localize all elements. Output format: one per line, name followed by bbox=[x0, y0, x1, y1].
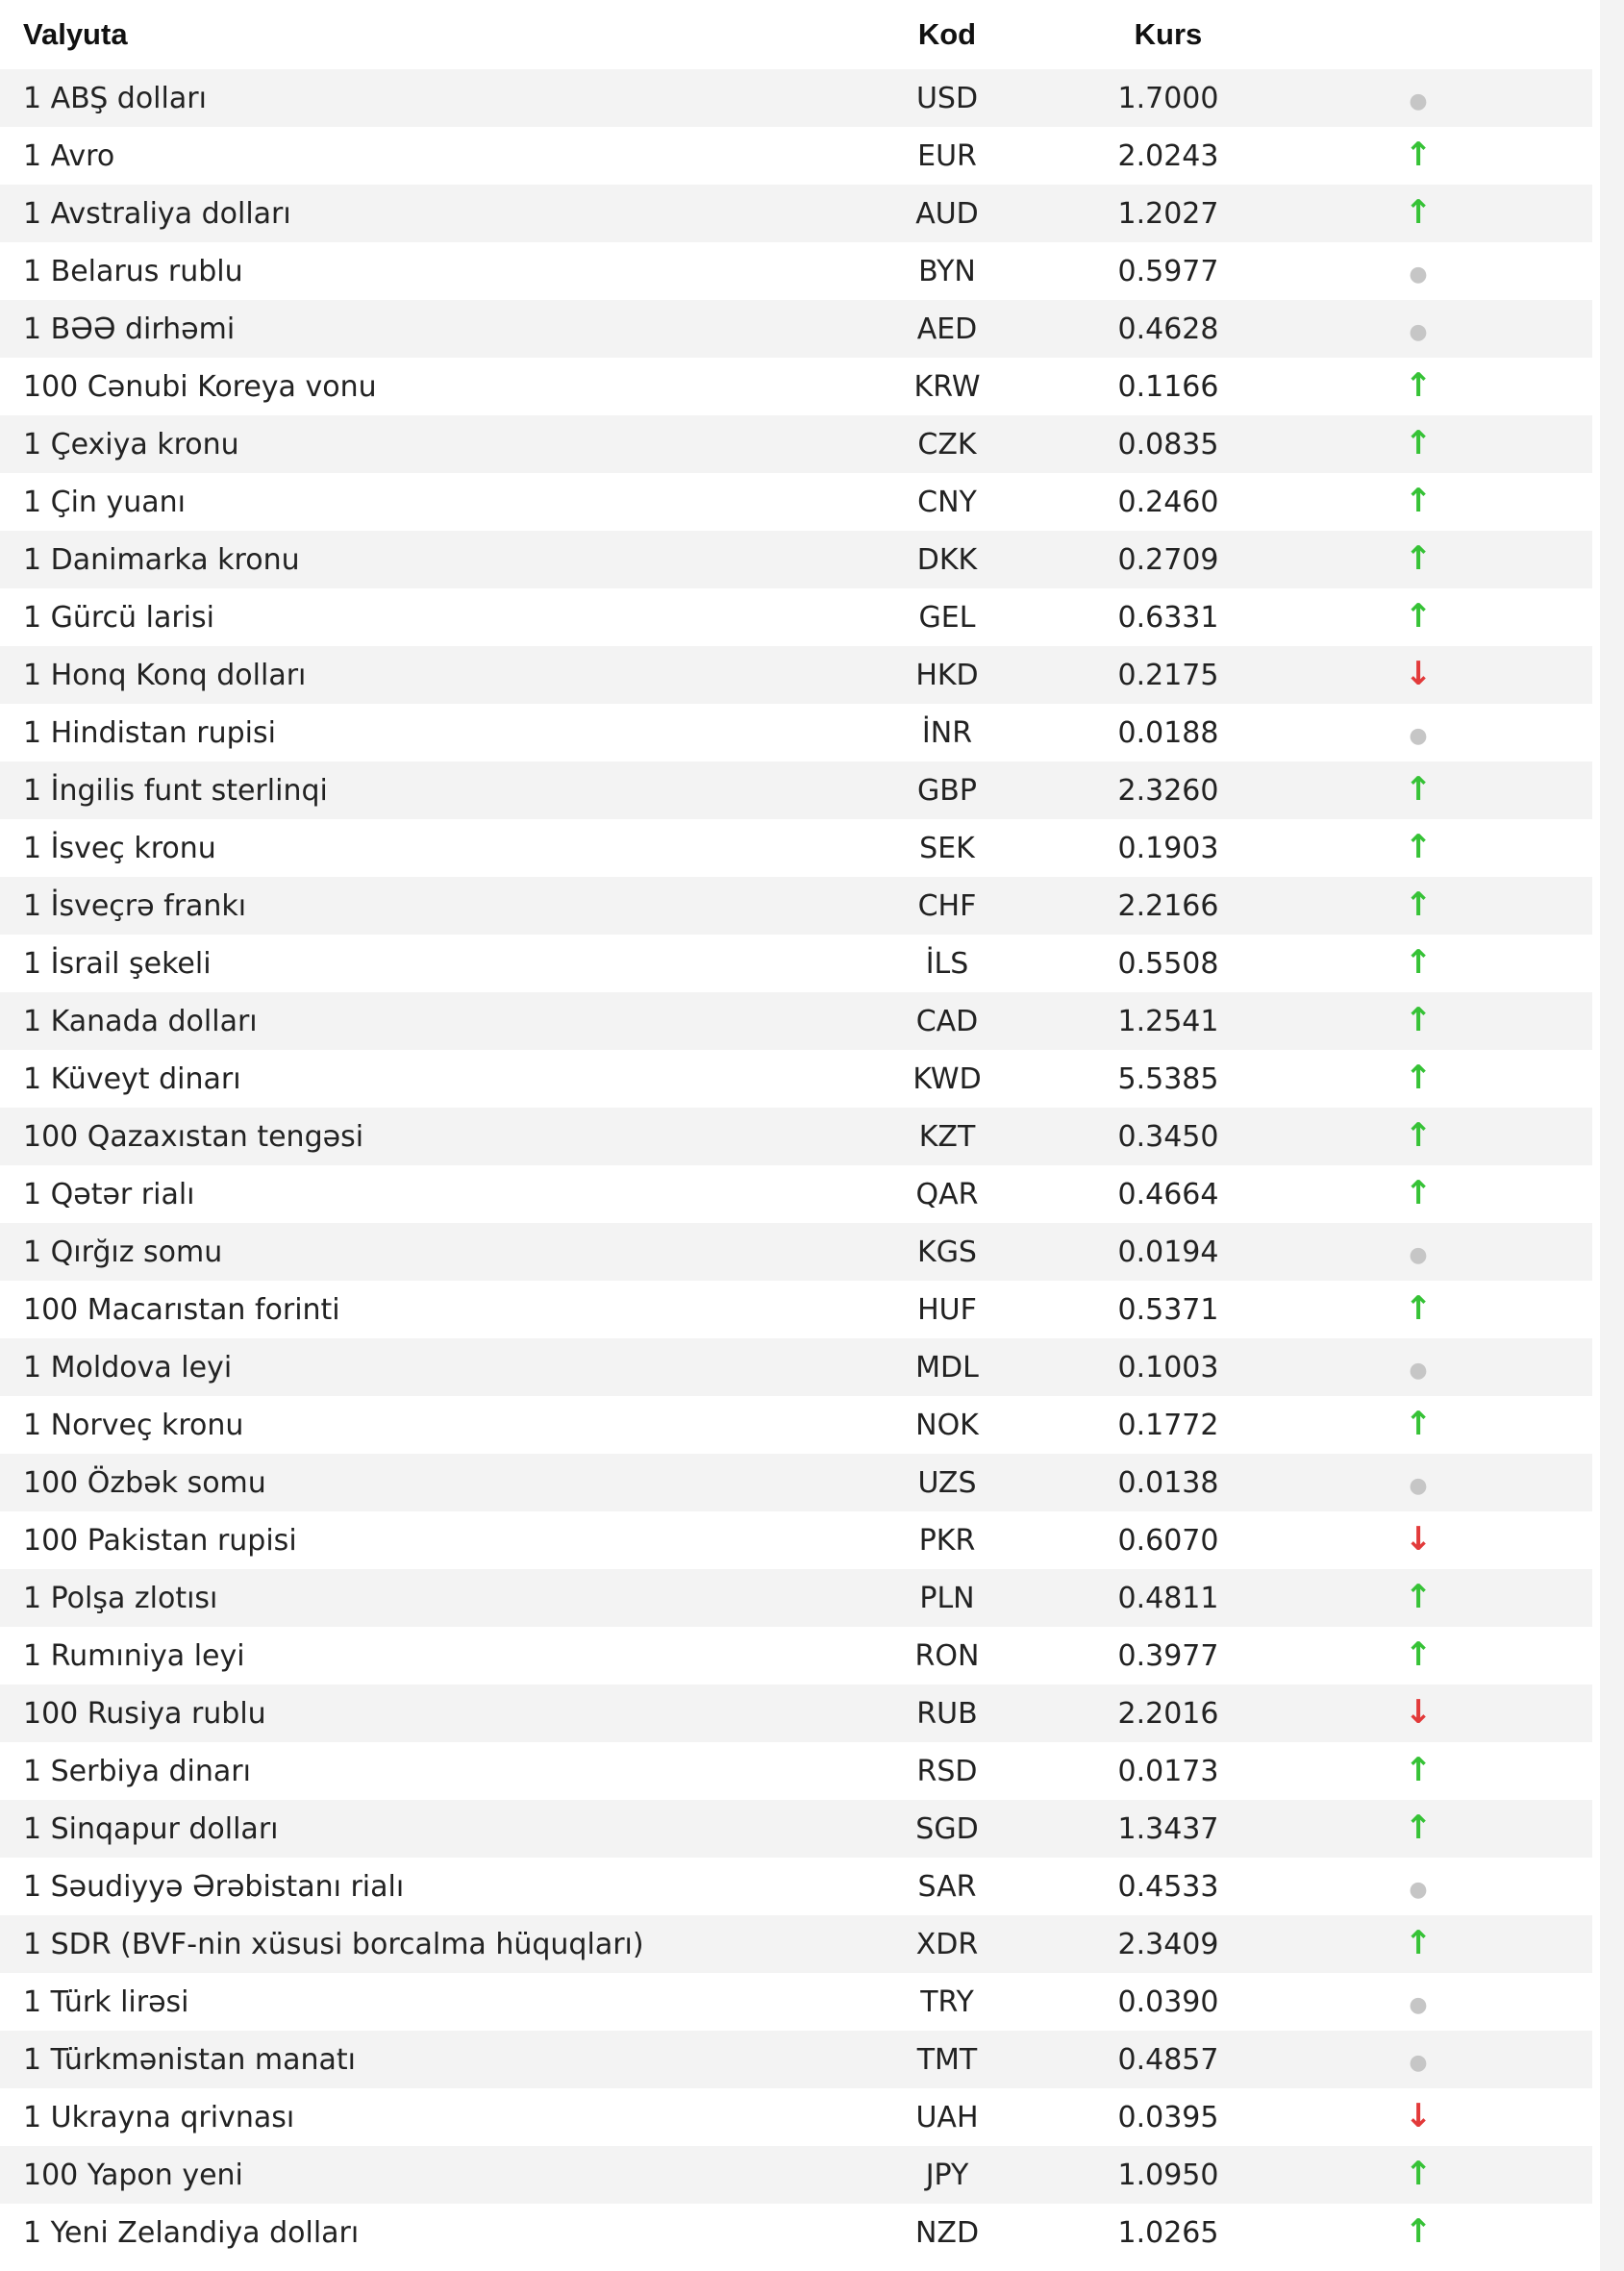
exchange-rate: 0.1003 bbox=[1029, 1338, 1308, 1396]
currency-name: 1 Moldova leyi bbox=[0, 1338, 865, 1396]
table-row bbox=[0, 127, 1592, 185]
trend-cell bbox=[1308, 1511, 1592, 1569]
table-row bbox=[0, 2146, 1592, 2204]
trend-cell bbox=[1308, 1858, 1592, 1915]
arrow-up-icon: ↑ bbox=[1404, 943, 1433, 982]
arrow-up-icon: ↑ bbox=[1404, 193, 1433, 232]
arrow-up-icon: ↑ bbox=[1404, 1289, 1433, 1328]
exchange-rate: 0.5977 bbox=[1029, 242, 1308, 300]
arrow-up-icon: ↑ bbox=[1404, 828, 1433, 866]
arrow-down-icon: ↓ bbox=[1404, 1520, 1433, 1559]
trend-cell bbox=[1308, 415, 1592, 473]
trend-cell bbox=[1308, 1454, 1592, 1511]
column-header-rate: Kurs bbox=[1134, 17, 1203, 51]
table-row bbox=[0, 1396, 1592, 1454]
currency-name: 1 Türkmənistan manatı bbox=[0, 2031, 865, 2088]
trend-cell bbox=[1308, 300, 1592, 358]
currency-code: CHF bbox=[865, 877, 1029, 935]
currency-name: 1 Türk lirəsi bbox=[0, 1973, 865, 2031]
arrow-up-icon: ↑ bbox=[1404, 136, 1433, 174]
currency-code: NOK bbox=[865, 1396, 1029, 1454]
currency-name: 1 Avstraliya dolları bbox=[0, 185, 865, 242]
currency-code: GEL bbox=[865, 588, 1029, 646]
exchange-rate: 0.3450 bbox=[1029, 1108, 1308, 1165]
arrow-up-icon: ↑ bbox=[1404, 2155, 1433, 2193]
exchange-rate: 5.5385 bbox=[1029, 1050, 1308, 1108]
table-row bbox=[0, 358, 1592, 415]
arrow-down-icon: ↓ bbox=[1404, 655, 1433, 693]
currency-code: HUF bbox=[865, 1281, 1029, 1338]
exchange-rate: 0.2460 bbox=[1029, 473, 1308, 531]
column-header-trend bbox=[1308, 0, 1592, 69]
trend-cell bbox=[1308, 358, 1592, 415]
trend-cell bbox=[1308, 531, 1592, 588]
currency-name: 1 Honq Konq dolları bbox=[0, 646, 865, 704]
table-row bbox=[0, 1338, 1592, 1396]
arrow-up-icon: ↑ bbox=[1404, 597, 1433, 636]
currency-code: RSD bbox=[865, 1742, 1029, 1800]
currency-code: NZD bbox=[865, 2204, 1029, 2261]
currency-name: 1 Sinqapur dolları bbox=[0, 1800, 865, 1858]
trend-cell bbox=[1308, 877, 1592, 935]
exchange-rate: 2.3409 bbox=[1029, 1915, 1308, 1973]
exchange-rate: 0.6070 bbox=[1029, 1511, 1308, 1569]
column-header-code: Kod bbox=[917, 17, 977, 51]
trend-cell bbox=[1308, 1223, 1592, 1281]
currency-code: USD bbox=[865, 69, 1029, 127]
dot-icon: ● bbox=[1409, 1242, 1428, 1267]
table-row bbox=[0, 1800, 1592, 1858]
arrow-up-icon: ↑ bbox=[1404, 1405, 1433, 1443]
trend-cell bbox=[1308, 1281, 1592, 1338]
currency-code: MDL bbox=[865, 1338, 1029, 1396]
trend-cell bbox=[1308, 1685, 1592, 1742]
currency-name: 1 Polşa zlotısı bbox=[0, 1569, 865, 1627]
trend-cell bbox=[1308, 1396, 1592, 1454]
exchange-rate: 0.3977 bbox=[1029, 1627, 1308, 1685]
dot-icon: ● bbox=[1409, 1473, 1428, 1498]
trend-cell bbox=[1308, 1915, 1592, 1973]
currency-name: 1 İsveç kronu bbox=[0, 819, 865, 877]
currency-code: BYN bbox=[865, 242, 1029, 300]
currency-code: GBP bbox=[865, 761, 1029, 819]
currency-code: CNY bbox=[865, 473, 1029, 531]
arrow-up-icon: ↑ bbox=[1404, 1924, 1433, 1962]
trend-cell bbox=[1308, 646, 1592, 704]
trend-cell bbox=[1308, 2204, 1592, 2261]
exchange-rate: 1.0265 bbox=[1029, 2204, 1308, 2261]
currency-name: 1 Kanada dolları bbox=[0, 992, 865, 1050]
table-row bbox=[0, 704, 1592, 761]
exchange-rate: 0.0138 bbox=[1029, 1454, 1308, 1511]
exchange-rate: 2.2166 bbox=[1029, 877, 1308, 935]
table-row bbox=[0, 761, 1592, 819]
column-header-currency: Valyuta bbox=[23, 17, 128, 51]
dot-icon: ● bbox=[1409, 2050, 1428, 2075]
currency-name: 1 Danimarka kronu bbox=[0, 531, 865, 588]
trend-cell bbox=[1308, 185, 1592, 242]
trend-cell bbox=[1308, 704, 1592, 761]
table-row bbox=[0, 1223, 1592, 1281]
currency-name: 1 BƏƏ dirhəmi bbox=[0, 300, 865, 358]
currency-code: KRW bbox=[865, 358, 1029, 415]
currency-name: 1 Hindistan rupisi bbox=[0, 704, 865, 761]
trend-cell bbox=[1308, 127, 1592, 185]
table-row bbox=[0, 1973, 1592, 2031]
table-row bbox=[0, 935, 1592, 992]
exchange-rate: 0.6331 bbox=[1029, 588, 1308, 646]
exchange-rate: 0.1903 bbox=[1029, 819, 1308, 877]
currency-code: EUR bbox=[865, 127, 1029, 185]
exchange-rate: 0.0390 bbox=[1029, 1973, 1308, 2031]
table-row bbox=[0, 531, 1592, 588]
trend-cell bbox=[1308, 588, 1592, 646]
currency-code: SEK bbox=[865, 819, 1029, 877]
exchange-rate: 0.0835 bbox=[1029, 415, 1308, 473]
currency-code: JPY bbox=[865, 2146, 1029, 2204]
table-row bbox=[0, 1511, 1592, 1569]
arrow-up-icon: ↑ bbox=[1404, 1001, 1433, 1039]
trend-cell bbox=[1308, 1569, 1592, 1627]
table-row bbox=[0, 1915, 1592, 1973]
trend-cell bbox=[1308, 992, 1592, 1050]
table-row bbox=[0, 300, 1592, 358]
trend-cell bbox=[1308, 2146, 1592, 2204]
currency-code: SAR bbox=[865, 1858, 1029, 1915]
table-row bbox=[0, 473, 1592, 531]
dot-icon: ● bbox=[1409, 723, 1428, 748]
exchange-rate: 0.0188 bbox=[1029, 704, 1308, 761]
trend-cell bbox=[1308, 1973, 1592, 2031]
table-row bbox=[0, 1569, 1592, 1627]
currency-name: 1 Qırğız somu bbox=[0, 1223, 865, 1281]
trend-cell bbox=[1308, 761, 1592, 819]
currency-code: UAH bbox=[865, 2088, 1029, 2146]
currency-code: İLS bbox=[865, 935, 1029, 992]
trend-cell bbox=[1308, 1050, 1592, 1108]
currency-code: CZK bbox=[865, 415, 1029, 473]
currency-code: KZT bbox=[865, 1108, 1029, 1165]
trend-cell bbox=[1308, 935, 1592, 992]
arrow-up-icon: ↑ bbox=[1404, 539, 1433, 578]
table-row bbox=[0, 1627, 1592, 1685]
currency-code: HKD bbox=[865, 646, 1029, 704]
currency-name: 100 Özbək somu bbox=[0, 1454, 865, 1511]
currency-name: 100 Pakistan rupisi bbox=[0, 1511, 865, 1569]
currency-name: 1 İngilis funt sterlinqi bbox=[0, 761, 865, 819]
trend-cell bbox=[1308, 1627, 1592, 1685]
dot-icon: ● bbox=[1409, 88, 1428, 113]
arrow-up-icon: ↑ bbox=[1404, 1578, 1433, 1616]
table-header bbox=[0, 0, 1592, 69]
table-row bbox=[0, 1108, 1592, 1165]
currency-name: 1 Rumıniya leyi bbox=[0, 1627, 865, 1685]
table-row bbox=[0, 877, 1592, 935]
currency-code: SGD bbox=[865, 1800, 1029, 1858]
trend-cell bbox=[1308, 819, 1592, 877]
table-row bbox=[0, 646, 1592, 704]
table-row bbox=[0, 992, 1592, 1050]
currency-code: DKK bbox=[865, 531, 1029, 588]
arrow-up-icon: ↑ bbox=[1404, 1059, 1433, 1097]
currency-code: AED bbox=[865, 300, 1029, 358]
table-row bbox=[0, 242, 1592, 300]
exchange-rate: 1.3437 bbox=[1029, 1800, 1308, 1858]
currency-name: 1 Çin yuanı bbox=[0, 473, 865, 531]
trend-cell bbox=[1308, 1108, 1592, 1165]
currency-name: 100 Rusiya rublu bbox=[0, 1685, 865, 1742]
currency-name: 1 Ukrayna qrivnası bbox=[0, 2088, 865, 2146]
exchange-rate: 0.4857 bbox=[1029, 2031, 1308, 2088]
exchange-rate: 0.1772 bbox=[1029, 1396, 1308, 1454]
scrollbar-track[interactable] bbox=[1600, 0, 1624, 2271]
exchange-rate: 2.3260 bbox=[1029, 761, 1308, 819]
table-row bbox=[0, 2204, 1592, 2261]
trend-cell bbox=[1308, 2031, 1592, 2088]
table-row bbox=[0, 588, 1592, 646]
dot-icon: ● bbox=[1409, 1877, 1428, 1902]
currency-name: 100 Qazaxıstan tengəsi bbox=[0, 1108, 865, 1165]
currency-code: KGS bbox=[865, 1223, 1029, 1281]
trend-cell bbox=[1308, 242, 1592, 300]
currency-code: UZS bbox=[865, 1454, 1029, 1511]
arrow-up-icon: ↑ bbox=[1404, 1174, 1433, 1212]
exchange-rate: 0.5371 bbox=[1029, 1281, 1308, 1338]
currency-name: 1 Küveyt dinarı bbox=[0, 1050, 865, 1108]
exchange-rate: 0.2709 bbox=[1029, 531, 1308, 588]
arrow-up-icon: ↑ bbox=[1404, 424, 1433, 462]
exchange-rate: 0.4628 bbox=[1029, 300, 1308, 358]
currency-name: 100 Cənubi Koreya vonu bbox=[0, 358, 865, 415]
exchange-rate: 1.2541 bbox=[1029, 992, 1308, 1050]
header-row bbox=[0, 0, 1592, 69]
currency-name: 1 Gürcü larisi bbox=[0, 588, 865, 646]
currency-code: CAD bbox=[865, 992, 1029, 1050]
table-row bbox=[0, 1742, 1592, 1800]
arrow-up-icon: ↑ bbox=[1404, 1635, 1433, 1674]
currency-code: TMT bbox=[865, 2031, 1029, 2088]
exchange-rate: 1.0950 bbox=[1029, 2146, 1308, 2204]
currency-name: 1 İsrail şekeli bbox=[0, 935, 865, 992]
dot-icon: ● bbox=[1409, 1992, 1428, 2017]
arrow-down-icon: ↓ bbox=[1404, 1693, 1433, 1732]
table-row bbox=[0, 2088, 1592, 2146]
exchange-rate: 2.2016 bbox=[1029, 1685, 1308, 1742]
arrow-up-icon: ↑ bbox=[1404, 2212, 1433, 2251]
dot-icon: ● bbox=[1409, 319, 1428, 344]
arrow-up-icon: ↑ bbox=[1404, 886, 1433, 924]
exchange-rate: 0.4811 bbox=[1029, 1569, 1308, 1627]
currency-code: QAR bbox=[865, 1165, 1029, 1223]
currency-name: 100 Yapon yeni bbox=[0, 2146, 865, 2204]
table-row bbox=[0, 1050, 1592, 1108]
arrow-up-icon: ↑ bbox=[1404, 482, 1433, 520]
exchange-rate: 0.0194 bbox=[1029, 1223, 1308, 1281]
dot-icon: ● bbox=[1409, 262, 1428, 287]
arrow-up-icon: ↑ bbox=[1404, 770, 1433, 809]
table-row bbox=[0, 1685, 1592, 1742]
exchange-rate: 0.0395 bbox=[1029, 2088, 1308, 2146]
arrow-up-icon: ↑ bbox=[1404, 1809, 1433, 1847]
table-row bbox=[0, 2031, 1592, 2088]
table-row bbox=[0, 1858, 1592, 1915]
currency-code: AUD bbox=[865, 185, 1029, 242]
trend-cell bbox=[1308, 1338, 1592, 1396]
exchange-rate: 0.5508 bbox=[1029, 935, 1308, 992]
exchange-rate: 0.4664 bbox=[1029, 1165, 1308, 1223]
currency-name: 1 Qətər rialı bbox=[0, 1165, 865, 1223]
currency-name: 1 İsveçrə frankı bbox=[0, 877, 865, 935]
currency-name: 1 Çexiya kronu bbox=[0, 415, 865, 473]
arrow-up-icon: ↑ bbox=[1404, 1116, 1433, 1155]
arrow-up-icon: ↑ bbox=[1404, 1751, 1433, 1789]
currency-name: 1 Yeni Zelandiya dolları bbox=[0, 2204, 865, 2261]
currency-name: 1 Səudiyyə Ərəbistanı rialı bbox=[0, 1858, 865, 1915]
table-row bbox=[0, 1165, 1592, 1223]
trend-cell bbox=[1308, 1165, 1592, 1223]
currency-code: XDR bbox=[865, 1915, 1029, 1973]
currency-code: RUB bbox=[865, 1685, 1029, 1742]
table-row bbox=[0, 69, 1592, 127]
table-row bbox=[0, 1454, 1592, 1511]
table-body bbox=[0, 69, 1592, 2261]
table-row bbox=[0, 415, 1592, 473]
trend-cell bbox=[1308, 2088, 1592, 2146]
exchange-rate: 0.2175 bbox=[1029, 646, 1308, 704]
table-row bbox=[0, 819, 1592, 877]
arrow-up-icon: ↑ bbox=[1404, 366, 1433, 405]
currency-name: 1 Norveç kronu bbox=[0, 1396, 865, 1454]
exchange-rate: 2.0243 bbox=[1029, 127, 1308, 185]
currency-code: PKR bbox=[865, 1511, 1029, 1569]
exchange-rate: 1.7000 bbox=[1029, 69, 1308, 127]
currency-code: KWD bbox=[865, 1050, 1029, 1108]
currency-name: 1 ABŞ dolları bbox=[0, 69, 865, 127]
exchange-rate: 0.1166 bbox=[1029, 358, 1308, 415]
currency-code: RON bbox=[865, 1627, 1029, 1685]
currency-code: TRY bbox=[865, 1973, 1029, 2031]
currency-code: İNR bbox=[865, 704, 1029, 761]
arrow-down-icon: ↓ bbox=[1404, 2097, 1433, 2135]
currency-name: 1 Belarus rublu bbox=[0, 242, 865, 300]
exchange-rate: 0.0173 bbox=[1029, 1742, 1308, 1800]
trend-cell bbox=[1308, 1742, 1592, 1800]
trend-cell bbox=[1308, 1800, 1592, 1858]
table-row bbox=[0, 1281, 1592, 1338]
currency-name: 1 SDR (BVF-nin xüsusi borcalma hüquqları) bbox=[0, 1915, 865, 1973]
currency-name: 1 Avro bbox=[0, 127, 865, 185]
dot-icon: ● bbox=[1409, 1358, 1428, 1383]
exchange-rate: 0.4533 bbox=[1029, 1858, 1308, 1915]
trend-cell bbox=[1308, 69, 1592, 127]
exchange-rate: 1.2027 bbox=[1029, 185, 1308, 242]
currency-code: PLN bbox=[865, 1569, 1029, 1627]
currency-name: 1 Serbiya dinarı bbox=[0, 1742, 865, 1800]
currency-name: 100 Macarıstan forinti bbox=[0, 1281, 865, 1338]
table-row bbox=[0, 185, 1592, 242]
trend-cell bbox=[1308, 473, 1592, 531]
